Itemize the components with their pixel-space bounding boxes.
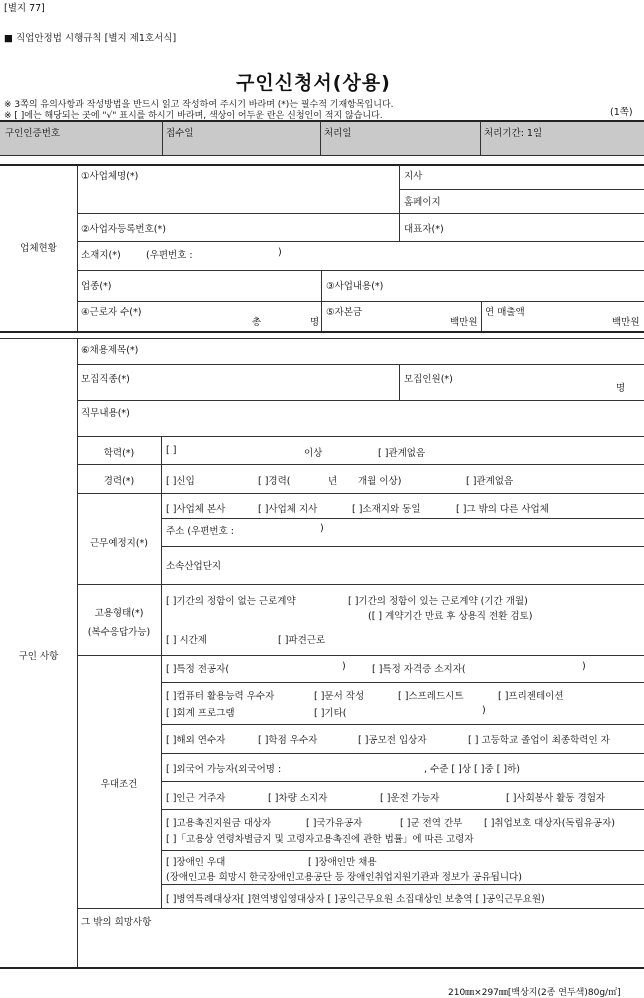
education-any-checkbox[interactable]: [ ]관계없음: [378, 448, 426, 459]
pref-gpa-checkbox[interactable]: [ ]학점 우수자: [258, 735, 318, 746]
address-label: 소재지(*): [81, 250, 121, 261]
job-section-label: 구인 사항: [18, 651, 59, 662]
career-label: 경력(*): [103, 476, 135, 487]
employee-count-label: ④근로자 수(*): [81, 307, 142, 318]
job-duties-label: 직무내용(*): [81, 408, 130, 419]
certification-number-label: 구인인증번호: [5, 128, 61, 139]
career-experienced-checkbox[interactable]: [ ]경력(: [258, 476, 291, 487]
industry-label: 업종(*): [81, 281, 112, 292]
pref-high-school-checkbox[interactable]: [ ] 고등학교 졸업이 최종학력인 자: [468, 735, 610, 746]
industrial-complex-label: 소속산업단지: [166, 561, 222, 572]
page-indicator: (1쪽): [610, 107, 633, 118]
pref-spreadsheet-checkbox[interactable]: [ ]스프레드시트: [398, 691, 464, 702]
occupation-label: 모집직종(*): [81, 374, 130, 385]
location-same-checkbox[interactable]: [ ]소재지와 동일: [352, 504, 421, 515]
form-number: [별지 77]: [4, 3, 45, 14]
career-months-unit: 개월 이상): [358, 476, 402, 487]
location-address-label: 주소 (우편번호 :: [166, 526, 235, 537]
headcount-unit: 명: [616, 383, 626, 394]
pref-driver-checkbox[interactable]: [ ]운전 가능자: [380, 793, 440, 804]
pref-accounting-checkbox[interactable]: [ ]회계 프로그램: [166, 708, 235, 719]
pref-major-checkbox[interactable]: [ ]특정 전공자(: [166, 664, 230, 675]
location-address-close: ): [320, 523, 324, 534]
pref-volunteer-checkbox[interactable]: [ ]사회봉사 활동 경험자: [506, 793, 606, 804]
pref-language-level[interactable]: , 수준 [ ]상 [ ]중 [ ]하): [424, 764, 520, 775]
education-above-label: 이상: [304, 448, 323, 459]
homepage-label: 홈페이지: [404, 197, 441, 208]
headcount-label: 모집인원(*): [404, 374, 453, 385]
company-name-label: ①사업체명(*): [81, 171, 139, 182]
employee-total-label: 총: [252, 317, 262, 328]
employment-fixed-term-checkbox[interactable]: [ ]기간의 정함이 있는 근로계약 (기간 개월): [348, 596, 528, 607]
instruction-note-2: ※ [ ]에는 해당되는 곳에 "√" 표시를 하시기 바라며, 색상이 어두운 란은 신청인이 적지 않습니다.: [4, 111, 383, 121]
employment-permanent-checkbox[interactable]: [ ]기간의 정함이 없는 근로계약: [166, 596, 296, 607]
pref-elderly-checkbox[interactable]: [ ]「고용상 연령차별금지 및 고령자고용촉진에 관한 법률」에 따른 고령자: [166, 834, 474, 845]
preference-label: 우대조건: [100, 779, 138, 790]
page-title: 구인신청서(상용): [236, 72, 391, 94]
location-branch-checkbox[interactable]: [ ]사업체 지사: [258, 504, 318, 515]
pref-certificate-close: ): [582, 661, 586, 672]
pref-subsidy-checkbox[interactable]: [ ]고용촉진지원금 대상자: [166, 818, 272, 829]
other-requests-label: 그 밖의 희망사항: [81, 917, 152, 928]
pref-disabled-only-checkbox[interactable]: [ ]장애인만 채용: [308, 857, 377, 868]
business-description-label: ③사업내용(*): [326, 281, 384, 292]
paper-spec: 210㎜×297㎜[백상지(2종 연두색)80g/㎡]: [448, 988, 621, 998]
employment-conversion-checkbox[interactable]: ([ ] 계약기간 만료 후 상용직 전환 검토): [368, 611, 533, 622]
job-title-label: ⑥채용제목(*): [81, 345, 139, 356]
pref-disabled-note: (장애인고용 희망시 한국장애인고용공단 등 장애인취업지원기관과 정보가 공유됩니다): [166, 872, 522, 883]
employment-type-note: (복수응답가능): [87, 627, 151, 638]
regulation-reference: ■ 직업안정법 시행규칙 [별지 제1호서식]: [4, 33, 177, 44]
capital-label: ⑤자본금: [326, 307, 363, 318]
office-use-row: [0, 121, 644, 155]
employment-dispatch-checkbox[interactable]: [ ]파견근로: [278, 635, 326, 646]
pref-language-checkbox[interactable]: [ ]외국어 가능자(외국어명 :: [166, 764, 282, 775]
pref-officer-checkbox[interactable]: [ ]군 전역 간부: [400, 818, 463, 829]
pref-nearby-checkbox[interactable]: [ ]인근 거주자: [166, 793, 226, 804]
employment-type-label: 고용형태(*): [94, 608, 144, 619]
employment-part-time-checkbox[interactable]: [ ] 시간제: [166, 635, 207, 646]
sales-unit-label: 백만원: [612, 317, 640, 328]
pref-overseas-checkbox[interactable]: [ ]해외 연수자: [166, 735, 226, 746]
company-section-label: 업체현황: [20, 243, 57, 254]
education-option[interactable]: [ ]: [166, 445, 177, 456]
received-date-label: 접수일: [166, 128, 194, 139]
pref-contest-checkbox[interactable]: [ ]공모전 입상자: [358, 735, 427, 746]
processed-date-label: 처리일: [324, 128, 352, 139]
location-other-checkbox[interactable]: [ ]그 밖의 다른 사업체: [456, 504, 549, 515]
postal-code-close: ): [278, 247, 282, 258]
pref-document-checkbox[interactable]: [ ]문서 작성: [314, 691, 365, 702]
career-any-checkbox[interactable]: [ ]관계없음: [466, 476, 514, 487]
pref-veteran-checkbox[interactable]: [ ]국가유공자: [306, 818, 363, 829]
instruction-note-1: ※ 3쪽의 유의사항과 작성방법을 반드시 읽고 작성하여 주시기 바라며 (*)는 필수적 기재항목입니다.: [4, 100, 394, 110]
pref-presentation-checkbox[interactable]: [ ]프리젠테이션: [498, 691, 564, 702]
pref-other-skill-checkbox[interactable]: [ ]기타(: [314, 708, 347, 719]
pref-computer-checkbox[interactable]: [ ]컴퓨터 활용능력 우수자: [166, 691, 275, 702]
pref-disabled-checkbox[interactable]: [ ]장애인 우대: [166, 857, 226, 868]
pref-major-close: ): [342, 661, 346, 672]
representative-label: 대표자(*): [404, 224, 444, 235]
annual-sales-label: 연 매출액: [485, 307, 525, 318]
work-location-label: 근무예정지(*): [89, 538, 149, 549]
employee-unit-label: 명: [310, 317, 320, 328]
location-hq-checkbox[interactable]: [ ]사업체 본사: [166, 504, 226, 515]
business-registration-label: ②사업자등록번호(*): [81, 224, 166, 235]
pref-vehicle-checkbox[interactable]: [ ]차량 소지자: [268, 793, 328, 804]
postal-code-label: (우편번호 :: [146, 250, 193, 261]
pref-protected-checkbox[interactable]: [ ]취업보호 대상자(독립유공자): [484, 818, 615, 829]
capital-unit-label: 백만원: [450, 317, 478, 328]
pref-military-checkbox[interactable]: [ ]병역특례대상자[ ]현역병입영대상자 [ ]공익근무요원 소집대상인 보충역 [ ]공익근무요원): [166, 894, 545, 905]
career-years-unit: 년: [328, 476, 338, 487]
education-label: 학력(*): [103, 448, 135, 459]
processing-period-label: 처리기간: 1일: [484, 128, 543, 139]
branch-label: 지사: [404, 171, 423, 182]
pref-certificate-checkbox[interactable]: [ ]특정 자격증 소지자(: [372, 664, 466, 675]
pref-other-skill-close: ): [482, 705, 486, 716]
career-new-checkbox[interactable]: [ ]신입: [166, 476, 195, 487]
